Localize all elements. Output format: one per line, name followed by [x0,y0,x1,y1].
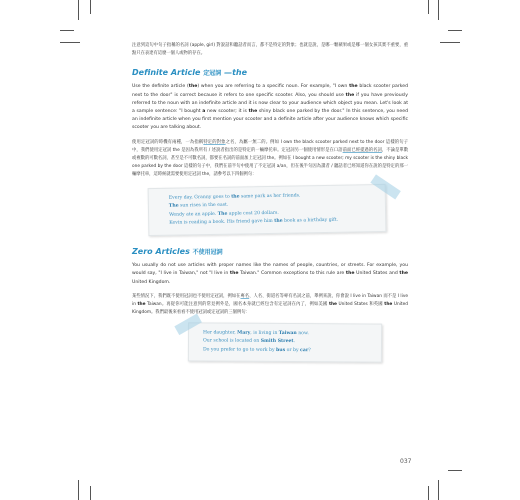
crop-mark [440,42,460,43]
crop-mark [428,486,429,500]
definite-examples-card [148,184,387,236]
page-number: 037 [400,458,412,465]
zero-articles-heading [132,247,408,256]
example-sentence: Her daughter, Mary, is living in Taiwan now. [203,330,309,337]
crop-mark [78,480,79,500]
page-body [132,42,408,371]
heading-zh: 定冠詞 [203,70,222,78]
example-sentence: Our school is located on Smith Street. [202,339,296,345]
example-sentence: Kevin is reading a book. His friend gave him the book as a birthday gift. [169,217,339,226]
heading-en: Zero Articles [132,247,190,257]
crop-mark [428,0,429,14]
definite-article-heading [132,68,408,77]
crop-mark [438,0,439,20]
zero-examples-card [188,323,382,364]
definite-paragraph-zh: 使用定冠詞的時機有兩種，一為指稱特定的對象之名，為屬一無二的。例如 I own the black scooter parked next to the door 這樣的句子中，我們使用定冠詞 the 是因為我所有 / 述說者指出的是特定的一輛摩托車。定冠詞另一個使用情形是在口語前面已經提過的名詞，不論是單數或複數的可數名詞，甚至是不可數名詞，都要在名詞的前面加上定冠詞 the。例如在 I bought a new scooter; my scooter is the shiny black one parked by the door 這樣的句子中，我們在前半句中使用了不定冠詞 a/an，但在後半句因為讀者 / 聽話者已經知道你在說的是特定的那一輛摩托車，這時候就需要使用定冠詞 the，請參考以下四個例句： [132,139,409,178]
heading-the: —the [224,68,248,78]
crop-mark [78,0,79,20]
zero-paragraph-en: You usually do not use articles with proper names like the names of people, countries, or streets. For example, you would say, "I live in Taiwan," not "I live in the Taiwan." Common exceptions to this rule are the United States and the United Kingdom. [132,263,409,285]
intro-paragraph-zh: 注意到這句中句子指稱的名詞 (apple, girl) 對說話和聽話者而言，都不是特定的對象；也就是說，是哪一顆蘋果或是哪一個女孩其實不重要，重點只在表達有這麼一個人或物的存在。 [132,43,408,57]
example-sentence: The sun rises in the east. [168,202,229,209]
crop-mark [90,486,91,500]
crop-mark [90,0,91,14]
crop-mark [448,30,462,31]
example-sentence: Wendy ate an apple. The apple cost 20 dollars. [169,210,279,218]
heading-zh: 不使用冠詞 [192,249,223,257]
crop-mark [60,42,80,43]
heading-en: Definite Article [132,68,201,78]
zero-paragraph-zh: 某些情況下，我們既不使用冠詞也不使用定冠詞，例如在專名、人名、街道名等專有名詞之前，舉例來說，你會說 I live in Taiwan 而不是 I live in the Taiwan。再從你可能注意到的常見例外是，國名本身就已經包含有定冠詞在內了，例如美國 the United States 和英國 the United Kingdom。我們最後來看看不使用冠詞或定冠詞的三個例句： [132,293,409,316]
example-sentence: Do you prefer to go to work by bus or by car? [202,347,311,354]
crop-mark [448,470,462,471]
crop-mark [438,480,439,500]
crop-mark [60,30,74,31]
example-sentence: Every day, Granny goes to the same park as her friends. [168,193,301,201]
definite-paragraph-en: Use the definite article (the) when you are referring to a specific noun. For example, "I own the black scooter parked next to the door" is correct because it refers to one specific scooter. Also, you should use the if you have previously referred to the noun with an indefinite article and it is now clear to your audience which object you mean. Let's look at a sample sentence: "I bought a new scooter; it is the shiny black one parked by the door." In this sentence, you need an indefinite article when you first mention your scooter and a definite article after your audience knows which specific scooter you are talking about. [132,84,408,131]
